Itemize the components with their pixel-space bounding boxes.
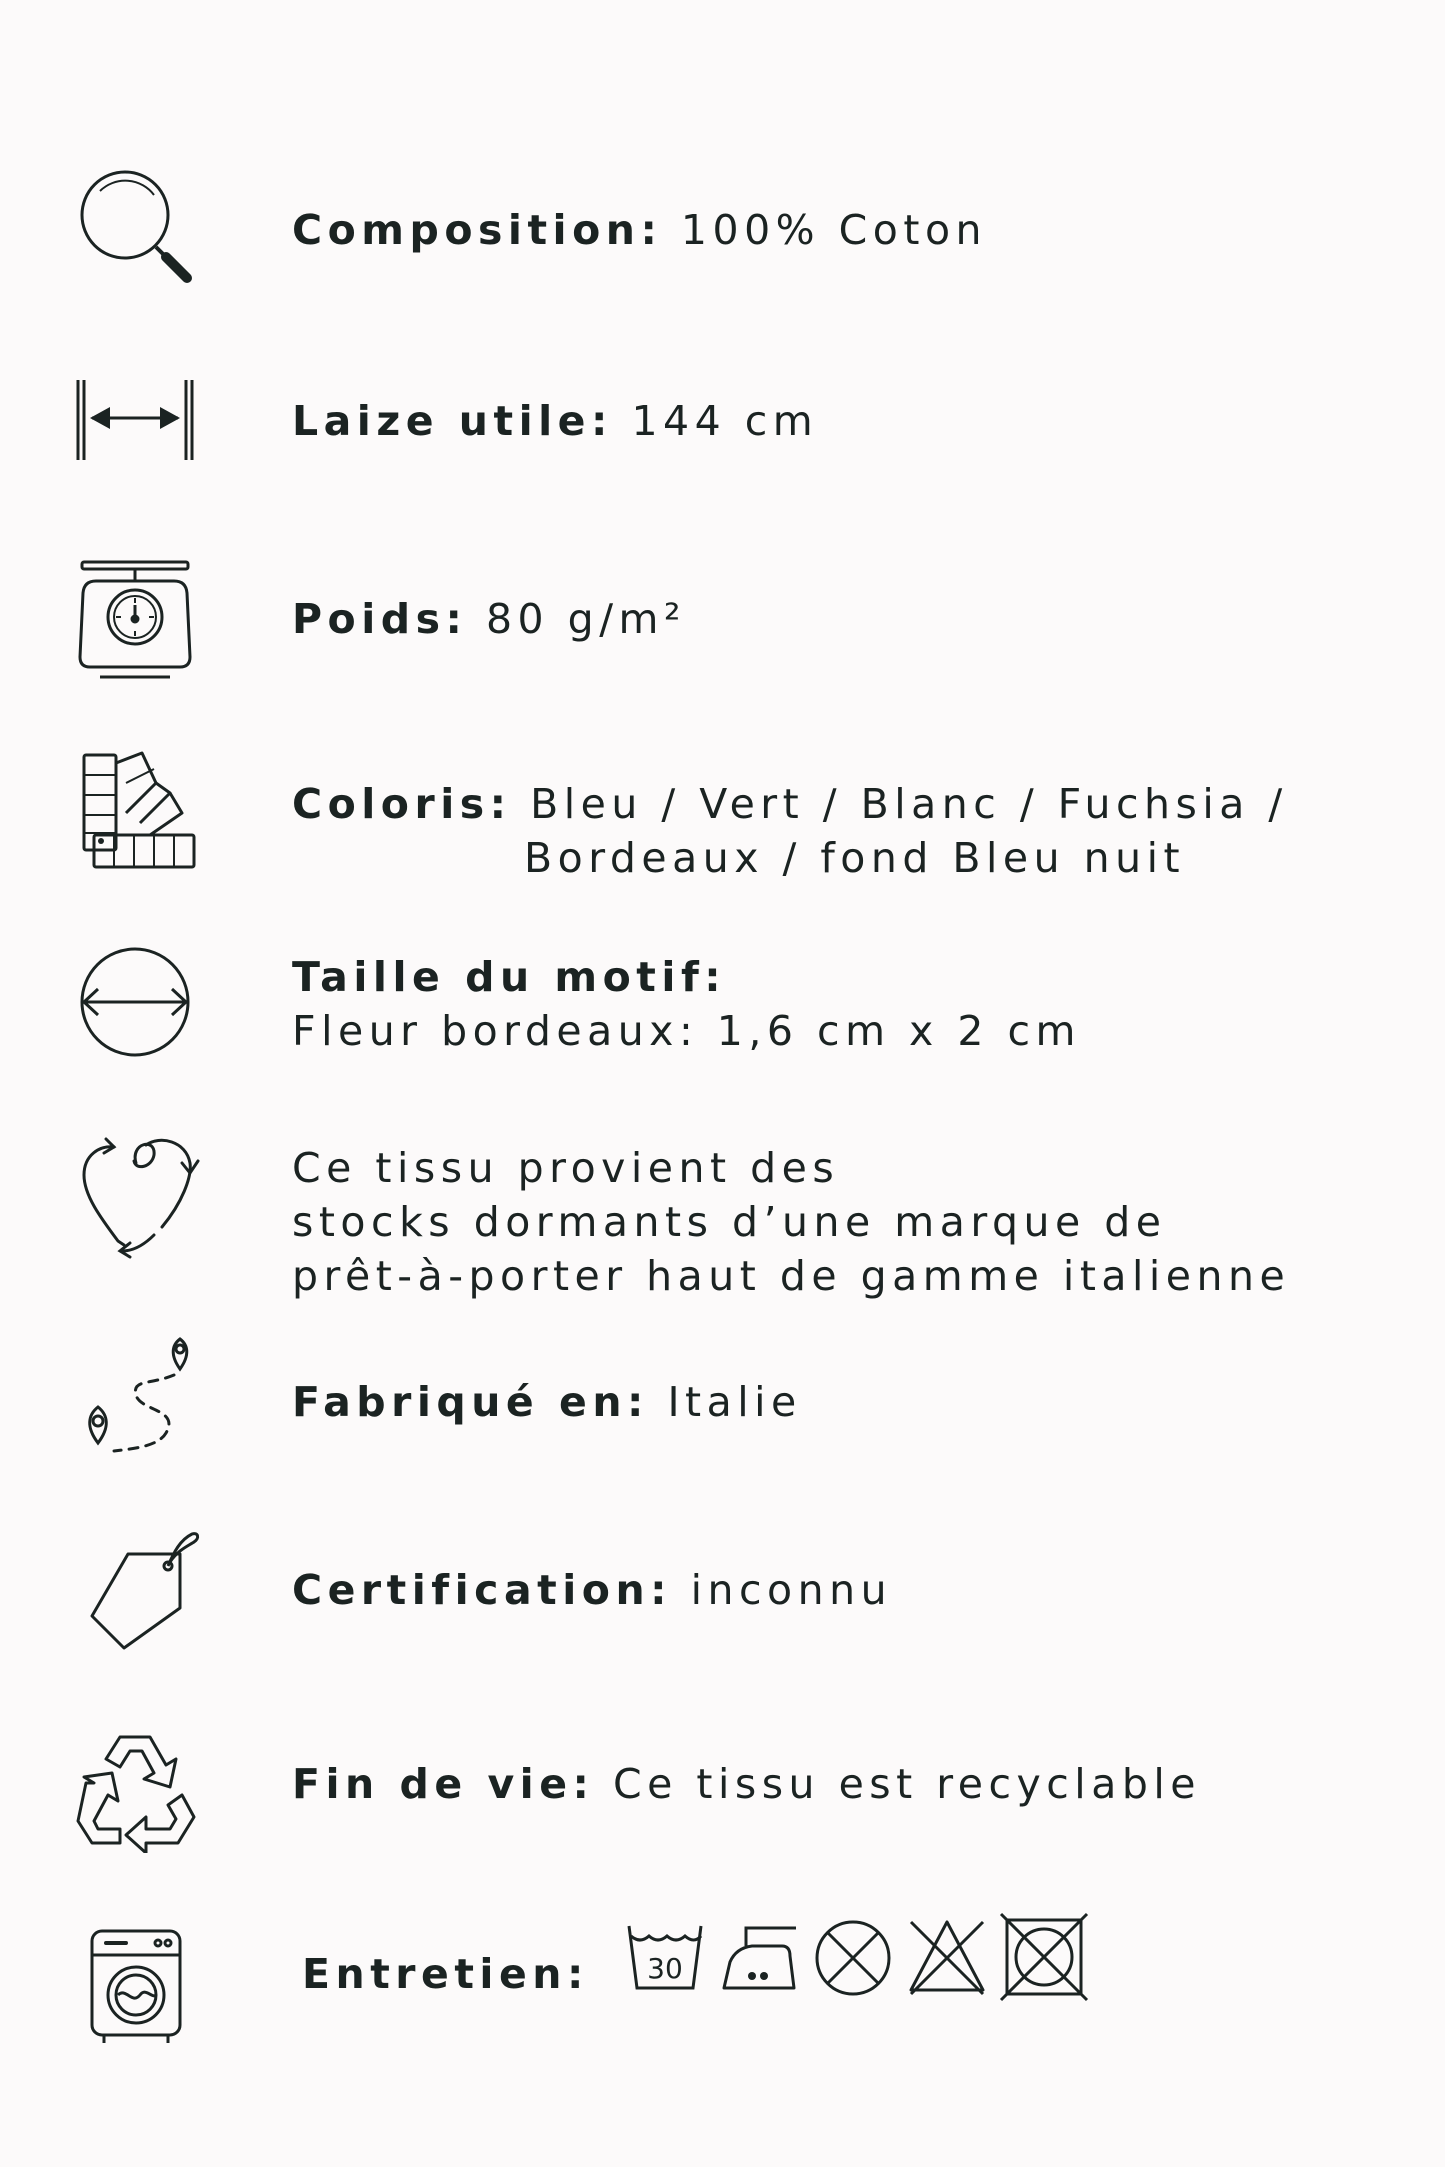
circle-diameter-icon — [70, 937, 200, 1067]
certification-label: Certification: — [292, 1566, 673, 1614]
price-tag-icon — [70, 1528, 200, 1658]
pattern-size-value: Fleur bordeaux: 1,6 cm x 2 cm — [292, 1007, 1081, 1055]
end-of-life-value: Ce tissu est recyclable — [612, 1760, 1201, 1808]
width-value: 144 cm — [631, 397, 819, 445]
colors-value: Bleu / Vert / Blanc / Fuchsia / — [530, 780, 1288, 828]
origin-line-2: stocks dormants d’une marque de — [292, 1198, 1167, 1246]
colors-value-line2: Bordeaux / fond Bleu nuit — [524, 834, 1186, 882]
color-swatch-icon — [70, 743, 200, 873]
end-of-life-label: Fin de vie: — [292, 1760, 595, 1808]
pattern-size-label: Taille du motif: — [292, 953, 727, 1001]
weight-value: 80 g/m² — [485, 595, 686, 643]
width-label: Laize utile: — [292, 397, 613, 445]
origin-line-1: Ce tissu provient des — [292, 1144, 840, 1192]
wash-30-icon — [625, 1918, 705, 1998]
no-dryclean-icon — [999, 1910, 1089, 2002]
wash-temperature: 30 — [647, 1952, 683, 1985]
scale-icon — [70, 553, 200, 683]
care-label: Entretien: — [302, 1950, 589, 1998]
origin-line-3: prêt-à-porter haut de gamme italienne — [292, 1252, 1291, 1300]
washing-machine-icon — [70, 1921, 200, 2051]
colors-label: Coloris: — [292, 780, 512, 828]
iron-low-icon — [720, 1918, 800, 1998]
magnifier-icon — [70, 165, 200, 295]
recycle-heart-icon — [70, 1133, 200, 1263]
route-pins-icon — [70, 1333, 200, 1463]
composition-value: 100% Coton — [680, 206, 988, 254]
recycle-icon — [70, 1723, 200, 1853]
certification-value: inconnu — [690, 1566, 893, 1614]
made-in-label: Fabriqué en: — [292, 1378, 649, 1426]
made-in-value: Italie — [667, 1378, 802, 1426]
weight-label: Poids: — [292, 595, 468, 643]
width-arrows-icon — [70, 355, 200, 485]
no-tumble-dry-icon — [813, 1918, 893, 1998]
composition-label: Composition: — [292, 206, 663, 254]
no-bleach-icon — [907, 1918, 987, 1998]
